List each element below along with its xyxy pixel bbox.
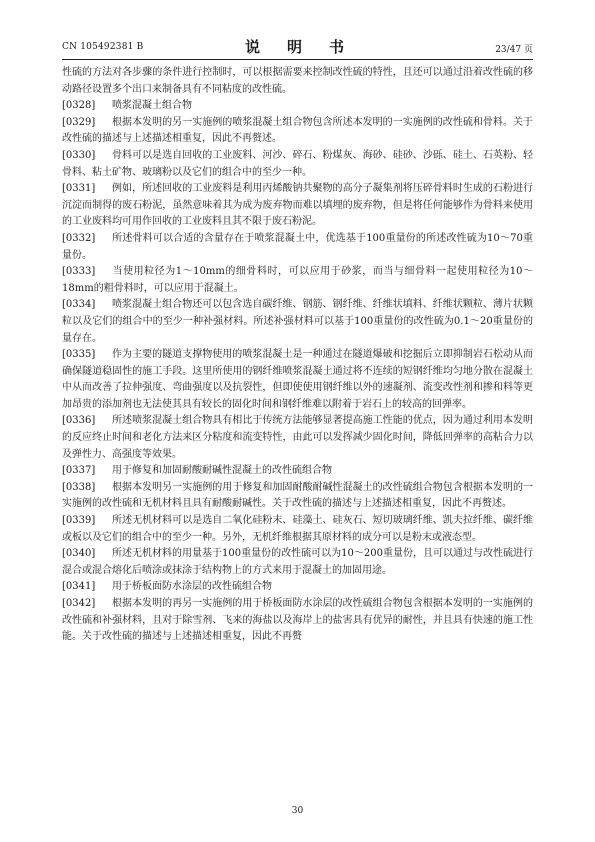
paragraph-number: [0340] bbox=[62, 548, 96, 560]
paragraph-text: 根据本发明的再另一实施例的用于桥板面防水涂层的改性硫组合物包含根据本发明的一实施例的改性硫和补强材料，且对于除雪剂、飞来的海盐以及海岸上的盐害具有优异的耐性，并且具有快速的施工性能。关于改性硫的描述与上述描述相重复，因此不再赘 bbox=[62, 598, 533, 643]
paragraph-number: [0334] bbox=[62, 299, 96, 311]
paragraph-number: [0331] bbox=[62, 183, 96, 195]
paragraph-number: [0335] bbox=[62, 349, 96, 361]
paragraph bbox=[62, 513, 533, 546]
paragraph-text: 所述骨料可以合适的含量存在于喷浆混凝土中，优选基于100重量份的所述改性硫为10～70重量份。 bbox=[62, 232, 533, 261]
paragraph bbox=[62, 463, 533, 480]
paragraph-number: [0339] bbox=[62, 515, 96, 527]
paragraph bbox=[62, 65, 533, 98]
paragraph bbox=[62, 579, 533, 596]
paragraph-number: [0341] bbox=[62, 581, 96, 593]
document-title: 说 明 书 bbox=[244, 38, 350, 56]
paragraph-text: 喷浆混凝土组合物 bbox=[112, 100, 192, 112]
paragraph bbox=[62, 148, 533, 181]
paragraph-number: [0328] bbox=[62, 100, 96, 112]
paragraph-text: 用于修复和加固耐酸耐碱性混凝土的改性硫组合物 bbox=[112, 465, 332, 477]
paragraph-number: [0338] bbox=[62, 481, 96, 493]
paragraph-number: [0329] bbox=[62, 116, 96, 128]
paragraph-number: [0332] bbox=[62, 232, 96, 244]
header-rule bbox=[62, 59, 533, 60]
paragraph-number: [0333] bbox=[62, 266, 96, 278]
publication-number: CN 105492381 B bbox=[62, 42, 144, 52]
paragraph-text: 喷浆混凝土组合物还可以包含选自碳纤维、钢筋、钢纤维、纤维状填料、纤维状颗粒、薄片状颗粒以及它们的组合中的至少一种补强材料。所述补强材料可以基于100重量份的改性硫为0.1～20重量份的量存在。 bbox=[62, 299, 533, 344]
paragraph bbox=[62, 546, 533, 579]
paragraph bbox=[62, 596, 533, 646]
paragraph bbox=[62, 264, 533, 297]
page-count: 23/47 页 bbox=[495, 45, 533, 55]
paragraph bbox=[62, 347, 533, 413]
paragraph-number: [0342] bbox=[62, 598, 96, 609]
paragraph-text: 当使用粒径为1～10mm的细骨料时，可以应用于砂浆，而当与细骨料一起使用粒径为10～18mm的粗骨料时，可以应用于混凝土。 bbox=[62, 266, 533, 294]
paragraph bbox=[62, 98, 533, 115]
paragraph-text: 例如，所述回收的工业废料是利用丙烯酸钠共聚物的高分子凝集剂将压碎骨料时生成的石粉进行沉淀而制得的废石粉泥，虽然意味着其为成为废弃物而难以填埋的废弃物，但是将任何能够作为骨料来使用的工业废料均可用作回收的工业废料且其不限于废石粉泥。 bbox=[62, 183, 533, 228]
paragraph bbox=[62, 413, 533, 463]
paragraph-text: 根据本发明的另一实施例的喷浆混凝土组合物包含所述本发明的一实施例的改性硫和骨料。关于改性硫的描述与上述描述相重复，因此不再赘述。 bbox=[62, 116, 533, 145]
paragraph bbox=[62, 480, 533, 513]
paragraph-number: [0337] bbox=[62, 465, 96, 477]
paragraph-number: [0330] bbox=[62, 149, 96, 161]
paragraph bbox=[62, 297, 533, 347]
paragraph-text: 所述无机材料的用量基于100重量份的改性硫可以为10～200重量份，且可以通过与改性硫进行混合或混合熔化后喷涂或抹涂于结构物上的方式来用于混凝土的加固用途。 bbox=[62, 548, 533, 576]
page-number: 30 bbox=[291, 806, 304, 816]
paragraph-text: 骨料可以是选自回收的工业废料、河沙、碎石、粉煤灰、海砂、硅砂、沙砾、硅土、石英粉、轻骨料、粘土矿物、玻璃粉以及它们的组合中的至少一种。 bbox=[62, 149, 533, 178]
paragraph-number: [0336] bbox=[62, 415, 96, 427]
paragraph-text: 作为主要的隧道支撑物使用的喷浆混凝土是一种通过在隧道爆破和挖掘后立即抑制岩石松动从而确保隧道稳固性的施工手段。这里所使用的钢纤维喷浆混凝土通过将不连续的短钢纤维均匀地分散在混凝土中从而改善了拉伸强度、弯曲强度以及抗裂性，但即使使用钢纤维以外的速凝剂、流变改性剂和掺和料等更加昂贵的添加剂也无法使其具有较长的固化时间和钢纤维难以附着于岩石上的较高的回弹率。 bbox=[62, 349, 533, 410]
page-header bbox=[62, 36, 533, 58]
paragraph bbox=[62, 231, 533, 264]
paragraph bbox=[62, 181, 533, 231]
paragraph-text: 所述喷浆混凝土组合物具有相比于传统方法能够显著提高施工性能的优点，因为通过利用本发明的反应终止时间和老化方法来区分粘度和流变特性，由此可以发挥减少固化时间，降低回弹率的高粘合力以及弹性力、高强度等效果。 bbox=[62, 415, 533, 460]
paragraph bbox=[62, 115, 533, 148]
paragraph-text: 性硫的方法对各步骤的条件进行控制时，可以根据需要来控制改性硫的特性，且还可以通过沿着改性硫的移动路径设置多个出口来制备具有不同粘度的改性硫。 bbox=[62, 67, 533, 95]
paragraph-text: 用于桥板面防水涂层的改性硫组合物 bbox=[112, 581, 272, 593]
paragraph-text: 所述无机材料可以是选自二氧化硅粉末、硅藻土、硅灰石、短切玻璃纤维、凯夫拉纤维、碳纤维或板以及它们的组合中的至少一种。另外，无机纤维根据其原材料的成分可以是粉末或液态型。 bbox=[62, 515, 533, 543]
body-text bbox=[62, 65, 533, 646]
paragraph-text: 根据本发明另一实施例的用于修复和加固耐酸耐碱性混凝土的改性硫组合物包含根据本发明的一实施例的改性硫和无机材料且具有耐酸耐碱性。关于改性硫的描述与上述描述相重复，因此不再赘述。 bbox=[62, 481, 533, 510]
